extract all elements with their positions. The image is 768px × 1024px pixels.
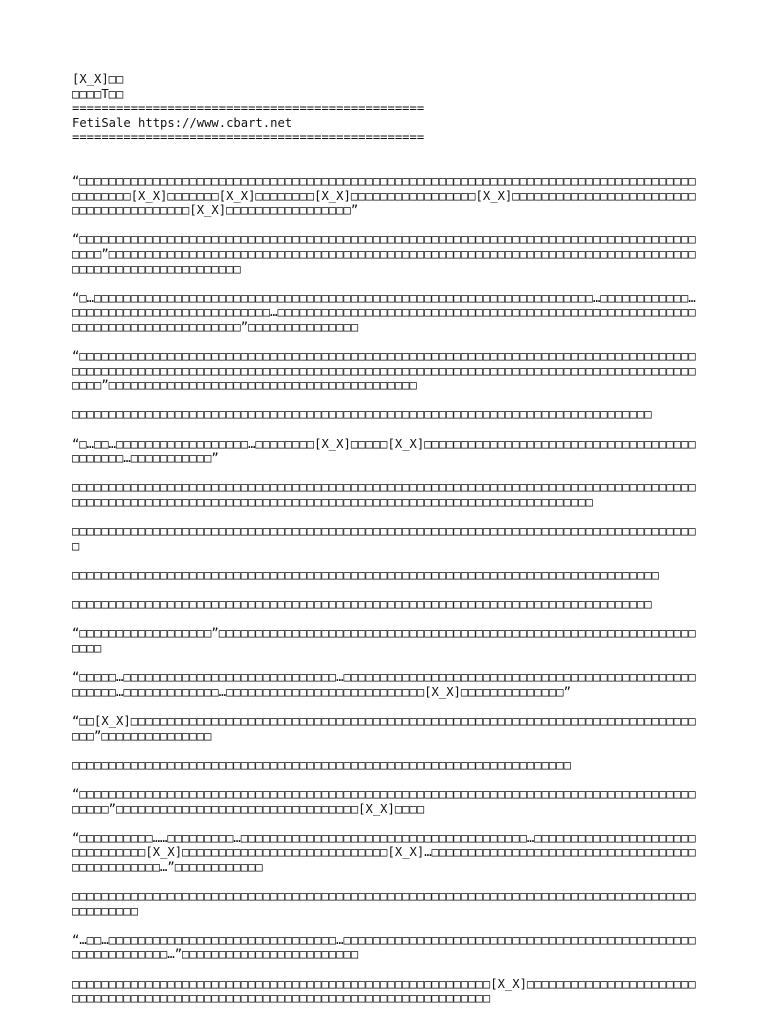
separator-top: ================================================ — [72, 101, 425, 116]
paragraph: “□□□□□□□□□□□□□□□□□□”□□□□□□□□□□□□□□□□□□□□□□□□□□□□□□□□□□□□□□□□□□□□□□□□□□□□□□□□□□□□□□□□□□□□□ — [72, 626, 696, 655]
paragraph: “□□□□□□□□□□□□□□□□□□□□□□□□□□□□□□□□□□□□□□□□□□□□□□□□□□□□□□□□□□□□□□□□□□□□□□□□□□□□□□□□□□□□□□□□”□□□□□□□□□□□□□□□□□□□□□□□□□□□□□□□□□□□□□□□□□□□□□□□□□□□□□□□□□□□□□□□□□□□□□□□□□□□□□□□□□□□□□□□□□□□□□□□□□□□□□□□ — [72, 232, 696, 276]
paragraph: □□□□□□□□□□□□□□□□□□□□□□□□□□□□□□□□□□□□□□□□□□□□□□□□□□□□□□□□□□□□□□□□□□□□□□□□□□□□□□□□□□□□□□□□□□□□□□□□□□□□□□□□□□□□□□□□□□□□□□□□□□□□□□□□□□□□□□□□□□□□□□□□□□□□□□□□□□□□ — [72, 480, 696, 510]
paragraph: “□…□□□□□□□□□□□□□□□□□□□□□□□□□□□□□□□□□□□□□□□□□□□□□□□□□□□□□□□□□□□□□□□□□□□□…□□□□□□□□□□□□…□□□□□□□□□□□□□□□□□□□□□□□□□□□…□□□□□□□□□□□□□□□□□□□□□□□□□□□□□□□□□□□□□□□□□□□□□□□□□□□□□□□□□□□□□□□□□□□□□□□□□□□□□□□□”□□□□□□□□□□□□□□□ — [72, 290, 696, 334]
paragraph: □□□□□□□□□□□□□□□□□□□□□□□□□□□□□□□□□□□□□□□□□□□□□□□□□□□□□□□□□□□□□□□□□□□□□□□□□□□□□□□□□□□□□□ — [72, 524, 696, 553]
paragraph: □□□□□□□□□□□□□□□□□□□□□□□□□□□□□□□□□□□□□□□□□□□□□□□□□□□□□□□□□□□□□□□□□□□□□□□□□□□□□□□ — [72, 407, 652, 422]
paragraph: □□□□□□□□□□□□□□□□□□□□□□□□□□□□□□□□□□□□□□□□□□□□□□□□□□□□□□□□□□□□□□□□□□□□□□□□□□□□□□□□□□□□□□□□□□□□□□ — [72, 889, 696, 918]
document-body — [72, 174, 696, 1006]
paragraph: “□…□□…□□□□□□□□□□□□□□□□□□…□□□□□□□□[X_X]□□□□□[X_X]□□□□□□□□□□□□□□□□□□□□□□□□□□□□□□□□□□□□□□□□□□□□…□□□□□□□□□□□” — [72, 436, 696, 466]
paragraph: “□□□□□□□□□□……□□□□□□□□□…□□□□□□□□□□□□□□□□□□□□□□□□□□□□□□□□□□□□□□□…□□□□□□□□□□□□□□□□□□□□□□□□□□□□□□□□[X_X]□□□□□□□□□□□□□□□□□□□□□□□□□□□□[X_X]…□□□□□□□□□□□□□□□□□□□□□□□□□□□□□□□□□□□□□□□□□□□□□□□□…”□□□□□□□□□□□□ — [72, 830, 696, 874]
header-tag: [X_X]□□ — [72, 72, 124, 86]
paragraph: □□□□□□□□□□□□□□□□□□□□□□□□□□□□□□□□□□□□□□□□□□□□□□□□□□□□□□□□□[X_X]□□□□□□□□□□□□□□□□□□□□□□□□□□□□□□□□□□□□□□□□□□□□□□□□□□□□□□□□□□□□□□□□□□□□□□□□□□□□□□□□ — [72, 976, 696, 1006]
site-line: FetiSale https://www.cbart.net — [72, 115, 293, 130]
paragraph: “□□□□□□□□□□□□□□□□□□□□□□□□□□□□□□□□□□□□□□□□□□□□□□□□□□□□□□□□□□□□□□□□□□□□□□□□□□□□□□□□□□□□□□□□□”□□□□□□□□□□□□□□□□□□□□□□□□□□□□□□□□□[X_X]□□□□ — [72, 786, 696, 816]
paragraph: □□□□□□□□□□□□□□□□□□□□□□□□□□□□□□□□□□□□□□□□□□□□□□□□□□□□□□□□□□□□□□□□□□□□ — [72, 757, 571, 772]
paragraph: “□□□□□□□□□□□□□□□□□□□□□□□□□□□□□□□□□□□□□□□□□□□□□□□□□□□□□□□□□□□□□□□□□□□□□□□□□□□□□□□□□□□□□□□□□□□□[X_X]□□□□□□□[X_X]□□□□□□□□[X_X]□□□□□□□□□□□□□□□□□[X_X]□□□□□□□□□□□□□□□□□□□□□□□□□□□□□□□□□□□□□□□□□[X_X]□□□□□□□□□□□□□□□□□” — [72, 173, 696, 218]
paragraph: □□□□□□□□□□□□□□□□□□□□□□□□□□□□□□□□□□□□□□□□□□□□□□□□□□□□□□□□□□□□□□□□□□□□□□□□□□□□□□□□ — [72, 568, 659, 582]
paragraph: “□□[X_X]□□□□□□□□□□□□□□□□□□□□□□□□□□□□□□□□□□□□□□□□□□□□□□□□□□□□□□□□□□□□□□□□□□□□□□□□□□□□□□□□”□□□□□□□□□□□□□□□ — [72, 713, 696, 743]
paragraph: “…□□…□□□□□□□□□□□□□□□□□□□□□□□□□□□□□□□…□□□□□□□□□□□□□□□□□□□□□□□□□□□□□□□□□□□□□□□□□□□□□□□□□□□□□□□□□□□□□…”□□□□□□□□□□□□□□□□□□□□□□□□ — [72, 932, 696, 962]
paragraph: □□□□□□□□□□□□□□□□□□□□□□□□□□□□□□□□□□□□□□□□□□□□□□□□□□□□□□□□□□□□□□□□□□□□□□□□□□□□□□□ — [72, 597, 652, 612]
header-subtitle: □□□□T□□ — [72, 86, 124, 101]
paragraph: “□□□□□…□□□□□□□□□□□□□□□□□□□□□□□□□□□□□…□□□□□□□□□□□□□□□□□□□□□□□□□□□□□□□□□□□□□□□□□□□□□□□□□□□□□□…□□□□□□□□□□□□□…□□□□□□□□□□□□□□□□□□□□□□□□□□□[X_X]□□□□□□□□□□□□□□” — [72, 670, 696, 699]
paragraph: “□□□□□□□□□□□□□□□□□□□□□□□□□□□□□□□□□□□□□□□□□□□□□□□□□□□□□□□□□□□□□□□□□□□□□□□□□□□□□□□□□□□□□□□□□□□□□□□□□□□□□□□□□□□□□□□□□□□□□□□□□□□□□□□□□□□□□□□□□□□□□□□□□□□□□□□□□□□□□□□□□□□□□□□□□□□□□”□□□□□□□□□□□□□□□□□□□□□□□□□□□□□□□□□□□□□□□□□□ — [72, 349, 696, 393]
separator-bottom: ================================================ — [72, 130, 425, 145]
document-header — [72, 72, 696, 145]
